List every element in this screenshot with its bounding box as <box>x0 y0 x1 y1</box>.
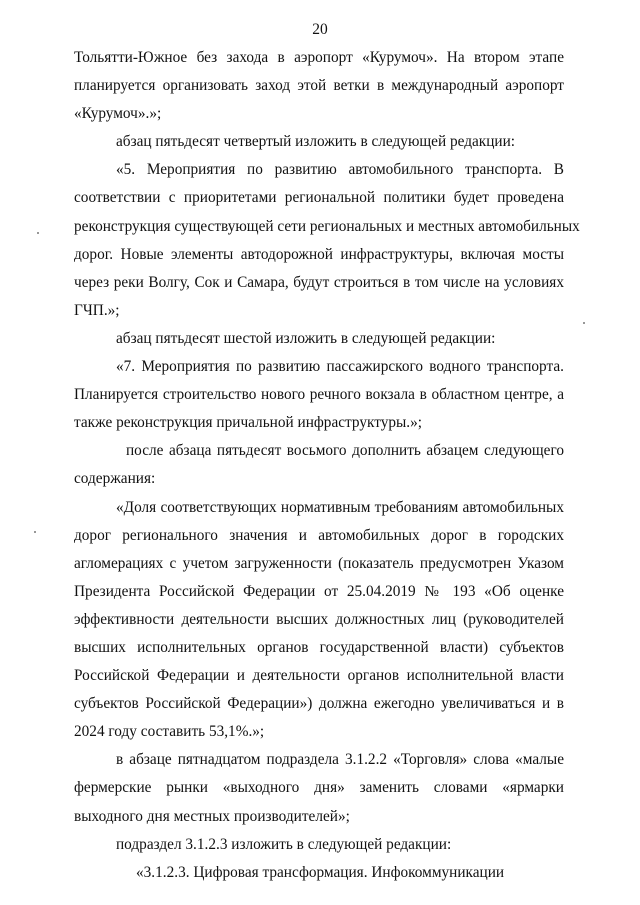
text-line: подраздел 3.1.2.3 изложить в следующей редакции: <box>116 835 452 853</box>
text-line: «7. Мероприятия по развитию пассажирского водного транспорта. <box>116 358 564 376</box>
text-line: Президента Российской Федерации от 25.04.2019 № 193 «Об оценке <box>74 582 564 600</box>
scan-speck <box>583 322 585 324</box>
text-line: планируется организовать заход этой ветки в международный аэропорт <box>74 77 564 95</box>
text-line: после абзаца пятьдесят восьмого дополнить абзацем следующего <box>126 442 564 460</box>
text-line: Тольятти-Южное без захода в аэропорт «Курумоч». На втором этапе <box>74 49 564 66</box>
text-line: субъектов Российской Федерации») должна ежегодно увеличиваться и в <box>74 695 564 713</box>
text-line: абзац пятьдесят шестой изложить в следующей редакции: <box>116 329 496 347</box>
text-line: агломерациях с учетом загруженности (показатель предусмотрен Указом <box>74 554 564 572</box>
text-line: высших исполнительных органов государственной власти) субъектов <box>74 638 564 656</box>
text-line: содержания: <box>74 470 156 488</box>
text-line: эффективности деятельности высших должностных лиц (руководителей <box>74 610 564 628</box>
scan-speck <box>37 232 39 234</box>
text-line: 2024 году составить 53,1%.»; <box>74 723 265 741</box>
text-line: дорог регионального значения и автомобильных дорог в городских <box>74 526 564 544</box>
text-line: фермерские рынки «выходного дня» заменить словами «ярмарки <box>74 779 564 797</box>
text-line: реконструкция существующей сети региональных и местных автомобильных <box>74 217 580 235</box>
scan-speck <box>34 531 36 533</box>
text-line: абзац пятьдесят четвертый изложить в следующей редакции: <box>116 133 516 151</box>
page-number: 20 <box>312 21 328 38</box>
text-line: «3.1.2.3. Цифровая трансформация. Инфокоммуникации <box>136 863 505 881</box>
text-line: «Доля соответствующих нормативным требованиям автомобильных <box>116 498 564 516</box>
text-line: в абзаце пятнадцатом подраздела 3.1.2.2 «Торговля» слова «малые <box>116 751 564 769</box>
text-line: Планируется строительство нового речного вокзала в областном центре, а <box>74 386 564 404</box>
text-line: соответствии с приоритетами региональной политики будет проведена <box>74 189 564 207</box>
text-line: также реконструкция причальной инфраструктуры.»; <box>74 414 423 432</box>
text-line: ГЧП.»; <box>74 301 120 319</box>
text-line: дорог. Новые элементы автодорожной инфраструктуры, включая мосты <box>74 245 564 263</box>
text-line: Российской Федерации и деятельности органов исполнительной власти <box>74 667 564 685</box>
text-line: выходного дня местных производителей»; <box>74 807 350 825</box>
text-line: «Курумоч».»; <box>74 105 162 123</box>
text-line: через реки Волгу, Сок и Самара, будут строиться в том числе на условиях <box>74 273 564 291</box>
text-line: «5. Мероприятия по развитию автомобильного транспорта. В <box>116 161 564 179</box>
document-body <box>74 44 580 887</box>
